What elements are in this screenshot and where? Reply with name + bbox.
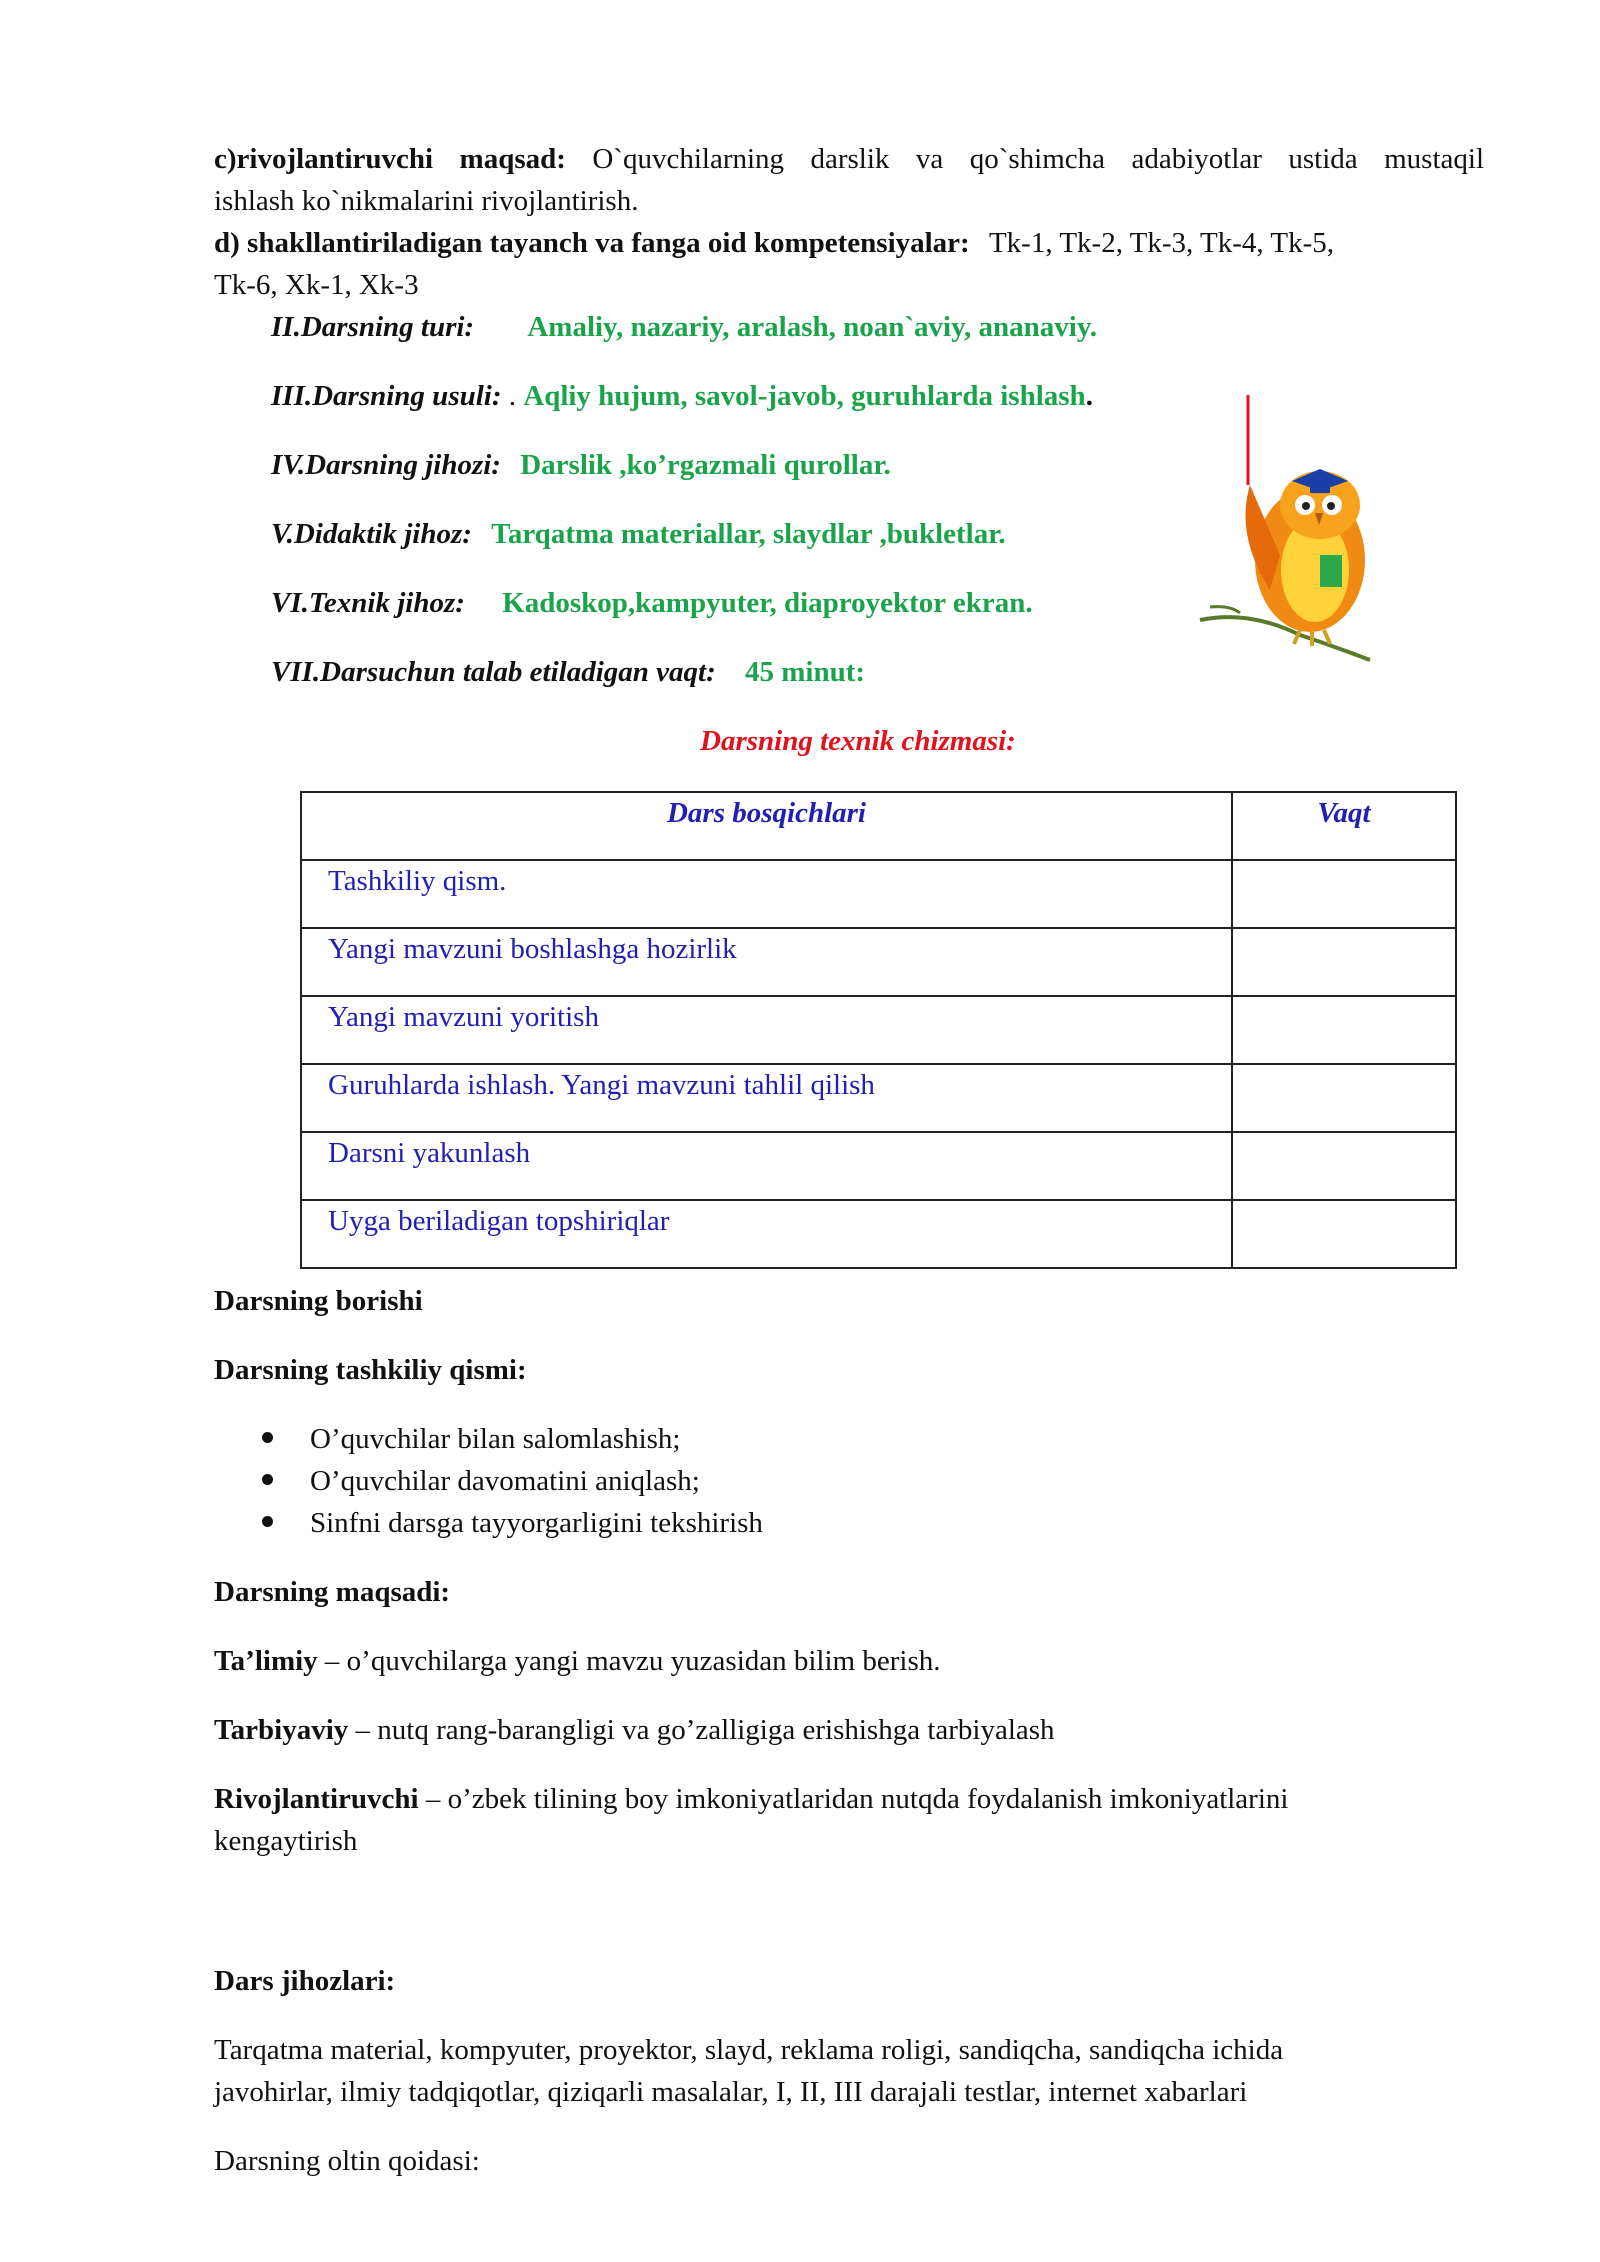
tech-chart-title: Darsning texnik chizmasi: (700, 725, 1016, 757)
technical-line (271, 582, 1033, 624)
lesson-type-line (271, 306, 1097, 348)
time-cell (1232, 996, 1456, 1064)
lesson-stages-table (300, 791, 1457, 1269)
time-cell (1232, 1200, 1456, 1268)
organizational-heading: Darsning tashkiliy qismi: (214, 1354, 527, 1386)
goal-developmental-text: – o’zbek tilining boy imkoniyatlaridan nutqda foydalanish imkoniyatlarini (418, 1783, 1289, 1815)
goal-educational-label: Ta’limiy (214, 1645, 318, 1677)
technical-value: Kadoskop,kampyuter, diaproyektor ekran. (502, 587, 1033, 619)
goals-heading: Darsning maqsadi: (214, 1576, 451, 1608)
stage-cell: Yangi mavzuni boshlashga hozirlik (301, 928, 1232, 996)
list-item: O’quvchilar davomatini aniqlash; (310, 1465, 700, 1497)
competencies-line-1 (214, 222, 1334, 264)
goal-educational-text: – o’quvchilarga yangi mavzu yuzasidan bilim berish. (317, 1645, 941, 1677)
bullet-dot-icon (262, 1474, 273, 1485)
stage-cell: Uyga beriladigan topshiriqlar (301, 1200, 1232, 1268)
golden-rule-label: Darsning oltin qoidasi: (214, 2145, 480, 2177)
owl-teacher-pointer-icon (1180, 385, 1380, 675)
stage-cell: Guruhlarda ishlash. Yangi mavzuni tahlil qilish (301, 1064, 1232, 1132)
lesson-equipment-value: Darslik ,ko’rgazmali qurollar. (520, 449, 891, 481)
objective-c-line-2: ishlash ko`nikmalarini rivojlantirish. (214, 185, 639, 217)
table-row (301, 1132, 1456, 1200)
table-row (301, 928, 1456, 996)
lesson-method-line (271, 375, 1093, 417)
stage-cell: Tashkiliy qism. (301, 860, 1232, 928)
competencies-line-2: Tk-6, Xk-1, Xk-3 (214, 269, 419, 301)
table-row (301, 996, 1456, 1064)
lesson-equipment-label: IV.Darsning jihozi: (271, 449, 501, 481)
goal-upbringing-text: – nutq rang-barangligi va go’zalligiga erishishga tarbiyalash (348, 1714, 1055, 1746)
stage-cell: Yangi mavzuni yoritish (301, 996, 1232, 1064)
goal-developmental (214, 1778, 1288, 1820)
goal-upbringing (214, 1709, 1055, 1751)
goal-developmental-label: Rivojlantiruvchi (214, 1783, 419, 1815)
table-row (301, 1064, 1456, 1132)
time-label: VII.Darsuchun talab etiladigan vaqt: (271, 656, 716, 688)
time-cell (1232, 928, 1456, 996)
header-stages: Dars bosqichlari (301, 792, 1232, 860)
table-row (301, 860, 1456, 928)
header-time: Vaqt (1232, 792, 1456, 860)
bullet-dot-icon (262, 1516, 273, 1527)
lesson-method-label: III.Darsning usuli: (271, 380, 502, 412)
lesson-type-value: Amaliy, nazariy, aralash, noan`aviy, ananaviy. (527, 311, 1097, 343)
objective-c-label: c)rivojlantiruvchi maqsad: (214, 143, 566, 175)
time-line (271, 651, 865, 693)
lesson-method-end: . (1085, 380, 1093, 412)
lesson-method-sep: . (501, 380, 524, 412)
goal-upbringing-label: Tarbiyaviy (214, 1714, 349, 1746)
didactic-value: Tarqatma materiallar, slaydlar ,bukletlar. (491, 518, 1006, 550)
goal-educational (214, 1640, 940, 1682)
time-cell (1232, 1064, 1456, 1132)
lesson-method-value: Aqliy hujum, savol-javob, guruhlarda ishlash (523, 380, 1086, 412)
equipment-text-2: javohirlar, ilmiy tadqiqotlar, qiziqarli masalalar, I, II, III darajali testlar, internet xabarlari (214, 2076, 1248, 2108)
lesson-equipment-line (271, 444, 891, 486)
stage-cell: Darsni yakunlash (301, 1132, 1232, 1200)
competencies-label: d) shakllantiriladigan tayanch va fanga oid kompetensiyalar: (214, 227, 970, 259)
goal-developmental-cont: kengaytirish (214, 1825, 358, 1857)
list-item: Sinfni darsga tayyorgarligini tekshirish (310, 1507, 763, 1539)
objective-c-text: O`quvchilarning darslik va qo`shimcha adabiyotlar ustida mustaqil (592, 143, 1484, 175)
equipment-heading: Dars jihozlari: (214, 1965, 396, 1997)
list-item: O’quvchilar bilan salomlashish; (310, 1423, 681, 1455)
time-cell (1232, 1132, 1456, 1200)
competencies-text: Tk-1, Tk-2, Tk-3, Tk-4, Tk-5, (988, 227, 1334, 259)
objective-c-line-1 (214, 138, 1484, 180)
table-header-row (301, 792, 1456, 860)
time-value: 45 minut: (745, 656, 866, 688)
equipment-text-1: Tarqatma material, kompyuter, proyektor, slayd, reklama roligi, sandiqcha, sandiqcha ichida (214, 2034, 1284, 2066)
time-cell (1232, 860, 1456, 928)
bullet-dot-icon (262, 1432, 273, 1443)
didactic-line (271, 513, 1006, 555)
course-heading: Darsning borishi (214, 1285, 423, 1317)
table-row (301, 1200, 1456, 1268)
didactic-label: V.Didaktik jihoz: (271, 518, 472, 550)
technical-label: VI.Texnik jihoz: (271, 587, 465, 619)
lesson-type-label: II.Darsning turi: (271, 311, 475, 343)
